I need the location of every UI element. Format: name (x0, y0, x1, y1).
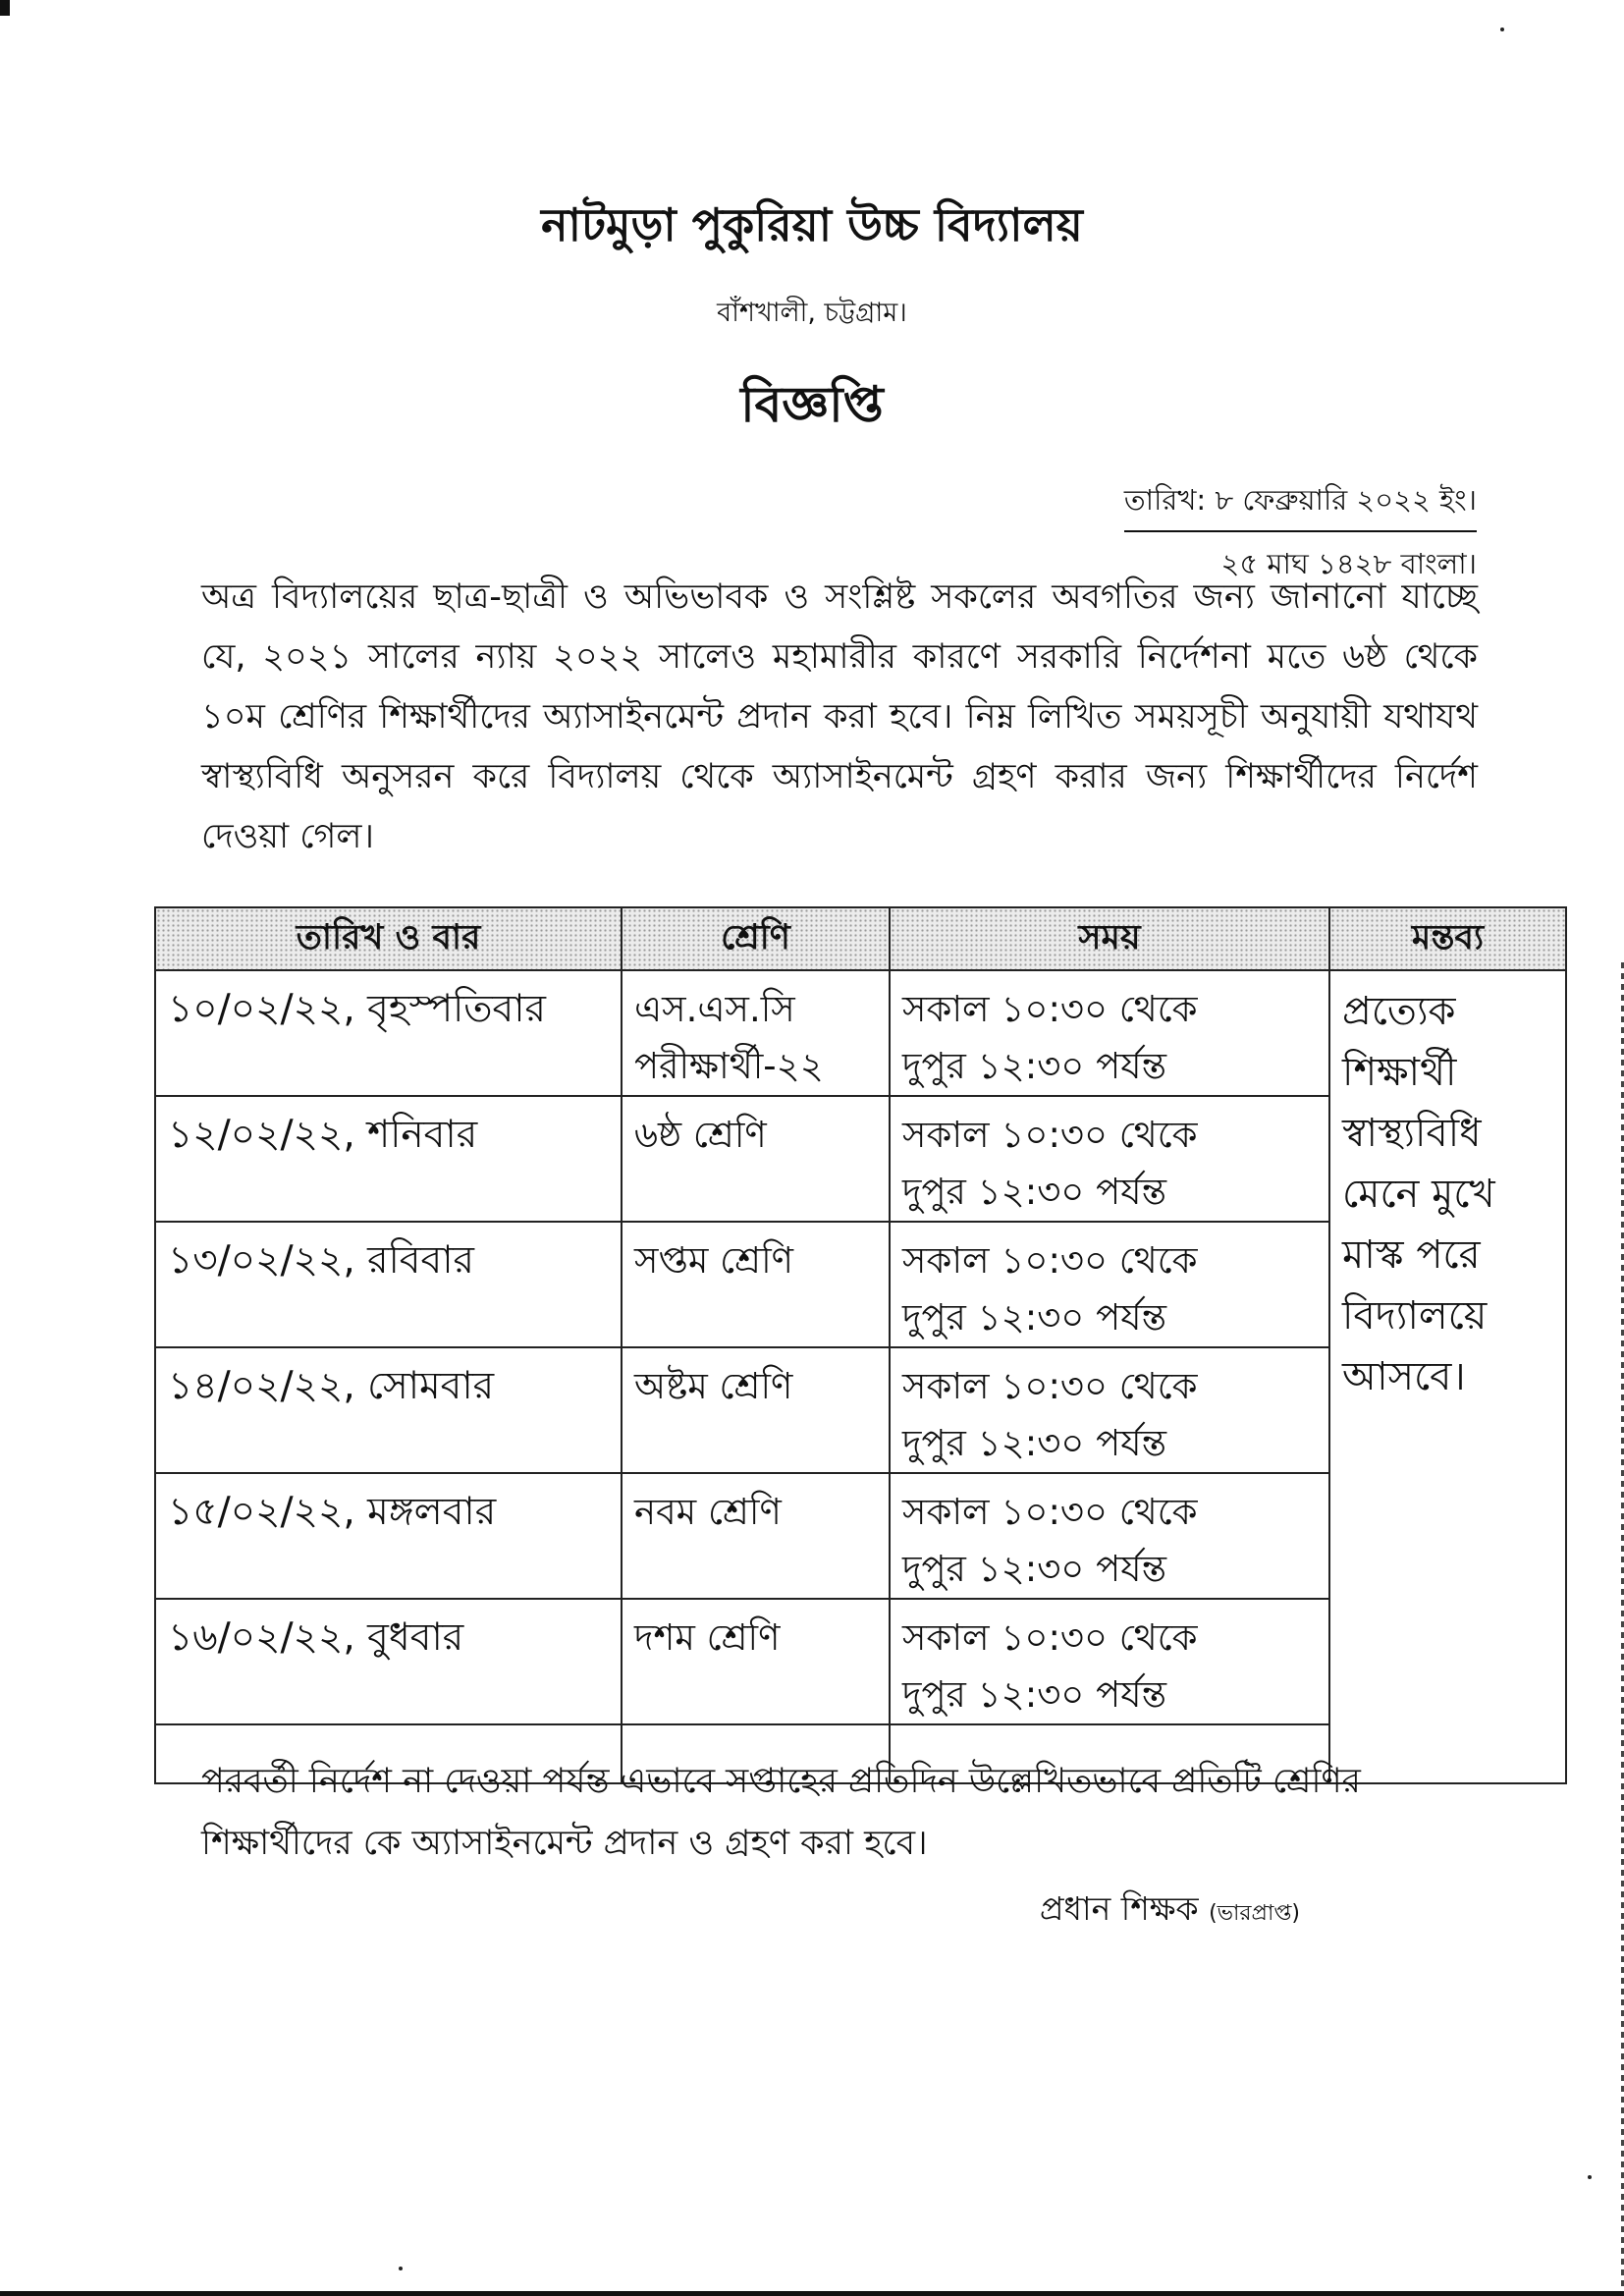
remarks-line: মাস্ক পরে (1342, 1232, 1481, 1278)
class-line: পরীক্ষার্থী-২২ (634, 1045, 824, 1087)
class-line: এস.এস.সি (634, 988, 795, 1030)
remarks-cell (1329, 970, 1566, 1724)
class-cell (622, 1599, 890, 1724)
time-end: দুপুর ১২:৩০ পর্যন্ত (902, 1171, 1167, 1213)
class-line: অষ্টম শ্রেণি (634, 1365, 793, 1407)
time-end: দুপুর ১২:৩০ পর্যন্ত (902, 1548, 1167, 1590)
scan-speck (1500, 27, 1504, 31)
time-start: সকাল ১০:৩০ থেকে (902, 1616, 1198, 1659)
remarks-line: শিক্ষার্থী (1342, 1050, 1457, 1095)
remarks-line: মেনে মুখে (1342, 1172, 1495, 1217)
class-cell (622, 1096, 890, 1222)
time-cell (890, 1222, 1329, 1347)
gregorian-date: তারিখ: ৮ ফেব্রুয়ারি ২০২২ ইং। (1124, 478, 1477, 532)
time-cell (890, 1473, 1329, 1599)
remarks-line: প্রত্যেক (1342, 989, 1456, 1034)
date-cell: ১০/০২/২২, বৃহস্পতিবার (155, 970, 622, 1096)
date-cell: ১৪/০২/২২, সোমবার (155, 1347, 622, 1473)
time-end: দুপুর ১২:৩০ পর্যন্ত (902, 1296, 1167, 1339)
time-start: সকাল ১০:৩০ থেকে (902, 1491, 1198, 1533)
remarks-line: আসবে। (1342, 1354, 1466, 1399)
class-cell (622, 1347, 890, 1473)
time-end: দুপুর ১২:৩০ পর্যন্ত (902, 1673, 1167, 1716)
schedule-table (154, 906, 1567, 1784)
school-name: নাটমুড়া পুকুরিয়া উচ্চ বিদ্যালয় (541, 198, 1083, 251)
scan-speck (1588, 2175, 1592, 2179)
header-class: শ্রেণি (622, 907, 890, 970)
class-line: দশম শ্রেণি (634, 1616, 781, 1659)
bangla-date: ২৫ মাঘ ১৪২৮ বাংলা। (1220, 547, 1477, 580)
class-cell (622, 970, 890, 1096)
scan-corner-mark (0, 0, 10, 16)
signature-title: প্রধান শিক্ষক (1039, 1889, 1199, 1928)
time-start: সকাল ১০:৩০ থেকে (902, 1365, 1198, 1407)
time-start: সকাল ১০:৩০ থেকে (902, 1239, 1198, 1282)
time-cell (890, 1096, 1329, 1222)
class-cell (622, 1473, 890, 1599)
time-cell (890, 970, 1329, 1096)
table-header-row (155, 907, 1566, 970)
class-line: ৬ষ্ঠ শ্রেণি (634, 1114, 767, 1156)
header-date-day: তারিখ ও বার (155, 907, 622, 970)
time-start: সকাল ১০:৩০ থেকে (902, 988, 1198, 1030)
date-cell: ১৫/০২/২২, মঙ্গলবার (155, 1473, 622, 1599)
notice-title: বিজ্ঞপ্তি (740, 376, 884, 433)
class-line: নবম শ্রেণি (634, 1491, 782, 1533)
intro-paragraph: অত্র বিদ্যালয়ের ছাত্র-ছাত্রী ও অভিভাবক ও সংশ্লিষ্ট সকলের অবগতির জন্য জানানো যাচ্ছে যে, ২০২১ সালের ন্যায় ২০২২ সালেও মহামারীর কারণে সরকারি নির্দেশনা মতে ৬ষ্ঠ থেকে ১০ম শ্রেণির শিক্ষার্থীদের অ্যাসাইনমেন্ট প্রদান করা হবে। নিম্ন লিখিত সময়সূচী অনুযায়ী যথাযথ স্বাস্থ্যবিধি অনুসরন করে বিদ্যালয় থেকে অ্যাসাইনমেন্ট গ্রহণ করার জন্য শিক্ষার্থীদের নির্দেশ দেওয়া গেল। (201, 577, 1478, 856)
class-line: সপ্তম শ্রেণি (634, 1239, 794, 1282)
date-cell: ১৬/০২/২২, বুধবার (155, 1599, 622, 1724)
signature-block (1040, 1884, 1300, 1939)
school-location: বাঁশখালী, চট্টগ্রাম। (717, 298, 907, 328)
time-cell (890, 1347, 1329, 1473)
date-cell: ১৩/০২/২২, রবিবার (155, 1222, 622, 1347)
header-remarks: মন্তব্য (1329, 907, 1566, 970)
signature-note: (ভারপ্রাপ্ত) (1209, 1901, 1300, 1926)
header-time: সময় (890, 907, 1329, 970)
closing-paragraph: পরবর্তী নির্দেশ না দেওয়া পর্যন্ত এভাবে সপ্তাহের প্রতিদিন উল্লেখিতভাবে প্রতিটি শ্রেণির শিক্ষার্থীদের কে অ্যাসাইনমেন্ট প্রদান ও গ্রহণ করা হবে। (201, 1762, 1361, 1863)
class-cell (622, 1222, 890, 1347)
table-row (155, 970, 1566, 1096)
time-start: সকাল ১০:৩০ থেকে (902, 1114, 1198, 1156)
time-end: দুপুর ১২:৩০ পর্যন্ত (902, 1422, 1167, 1464)
scan-speck (399, 2267, 403, 2270)
time-end: দুপুর ১২:৩০ পর্যন্ত (902, 1045, 1167, 1087)
time-cell (890, 1599, 1329, 1724)
date-cell: ১২/০২/২২, শনিবার (155, 1096, 622, 1222)
remarks-line: স্বাস্থ্যবিধি (1342, 1111, 1482, 1156)
remarks-line: বিদ্যালয়ে (1342, 1293, 1488, 1339)
scan-bottom-edge (0, 2291, 1624, 2296)
